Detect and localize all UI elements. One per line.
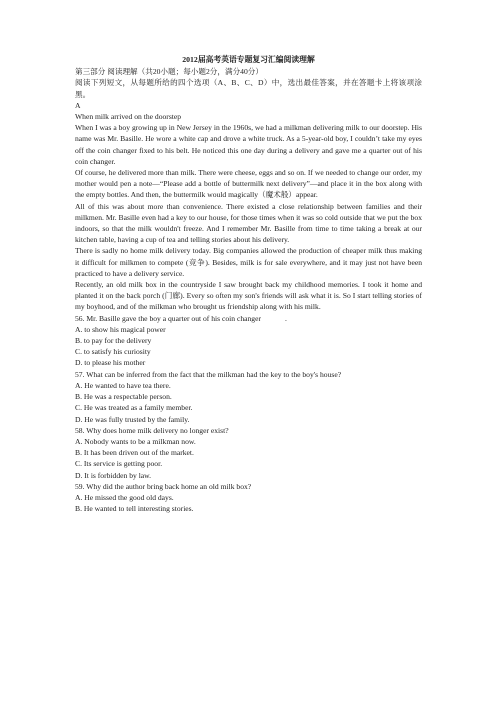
question-stem: 58. Why does home milk delivery no longer exist? xyxy=(75,425,229,435)
answer-option: B. He wanted to tell interesting stories. xyxy=(75,504,194,514)
answer-option: B. It has been driven out of the market. xyxy=(75,448,194,458)
instructions: 阅读下列短文，从每题所给的四个选项（A、B、C、D）中，选出最佳答案，并在答题卡上将该项涂黑。 xyxy=(75,78,422,99)
question-stem-text: 56. Mr. Basille gave the boy a quarter out of his coin changer xyxy=(75,313,261,323)
document-page xyxy=(75,54,422,514)
paragraph: Of course, he delivered more than milk. There were cheese, eggs and so on. If we needed to change our order, my mother would pen a note—“Please add a bottle of buttermilk next delivery”—and place it in the box along with the empty bottles. And then, the buttermilk would magically（魔术般）appear. xyxy=(75,168,422,200)
answer-option: D. to please his mother xyxy=(75,358,146,368)
answer-option: C. to satisfy his curiosity xyxy=(75,347,151,357)
paragraph: Recently, an old milk box in the countryside I saw brought back my childhood memories. I took it home and planted it on the back porch (门廊). Every so often my son's friends will ask what it is. So I start telling stories of my boyhood, and of the milkman who brought us friendship along with his milk. xyxy=(75,280,422,312)
answer-option: A. Nobody wants to be a milkman now. xyxy=(75,436,196,446)
question-stem: 57. What can be inferred from the fact that the milkman had the key to the boy's house? xyxy=(75,369,342,379)
document-title: 2012届高考英语专题复习汇编阅读理解 xyxy=(182,55,315,64)
paragraph: When I was a boy growing up in New Jersey in the 1960s, we had a milkman delivering milk to our doorstep. His name was Mr. Basille. He wore a white cap and drove a white truck. As a 5-year-old boy, I couldn’t take my eyes off the coin changer fixed to his belt. He noticed this one day during a delivery and gave me a quarter out of his coin changer. xyxy=(75,123,422,166)
answer-option: C. He was treated as a family member. xyxy=(75,403,193,413)
answer-option: C. Its service is getting poor. xyxy=(75,459,163,469)
passage-letter: A xyxy=(75,100,81,110)
paragraph: All of this was about more than convenience. There existed a close relationship between families and their milkmen. Mr. Basille even had a key to our house, for those times when it was so cold outside that we put the box indoors, so that the milk wouldn't freeze. And I remember Mr. Basille from time to time taking a break at our kitchen table, having a cup of tea and telling stories about his delivery. xyxy=(75,201,422,245)
paragraph: There is sadly no home milk delivery today. Big companies allowed the production of cheaper milk thus making it difficult for milkmen to compete (竞争). Besides, milk is for sale everywhere, and it may just not have been practiced to have a delivery service. xyxy=(75,246,422,278)
answer-option: D. It is forbidden by law. xyxy=(75,470,152,480)
answer-option: B. to pay for the delivery xyxy=(75,336,152,346)
question-stem: 59. Why did the author bring back home an old milk box? xyxy=(75,481,252,491)
answer-option: D. He was fully trusted by the family. xyxy=(75,414,190,424)
question-stem-end: . xyxy=(285,313,287,323)
passage-title: When milk arrived on the doorstep xyxy=(75,112,182,122)
section-heading: 第三部分 阅读理解（共20小题；每小题2分，满分40分） xyxy=(75,67,263,77)
answer-option: A. He wanted to have tea there. xyxy=(75,380,171,390)
question-stem xyxy=(75,313,422,324)
answer-option: A. to show his magical power xyxy=(75,324,166,334)
answer-option: A. He missed the good old days. xyxy=(75,492,174,502)
answer-option: B. He was a respectable person. xyxy=(75,392,172,402)
